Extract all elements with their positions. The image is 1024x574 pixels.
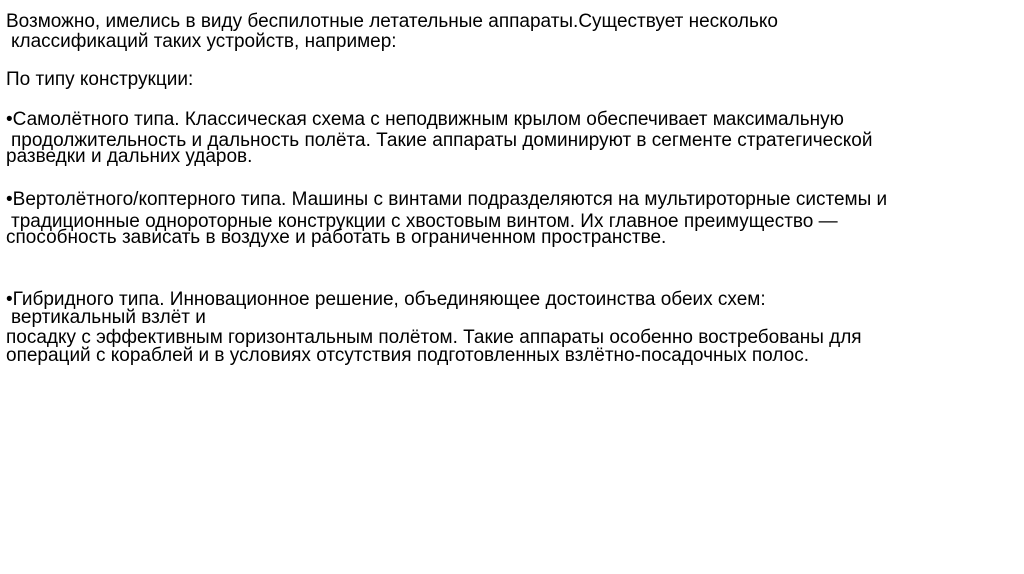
item-2-line-3: способность зависать в воздухе и работать в ограниченном пространстве. [6,227,667,248]
item-3-line-2: вертикальный взлёт и [11,307,206,328]
item-2-line-1: •Вертолётного/коптерного типа. Машины с винтами подразделяются на мультироторные системы и [6,189,888,210]
intro-line-1: Возможно, имелись в виду беспилотные летательные аппараты.Существует несколько [6,11,778,32]
item-3-line-3: посадку с эффективным горизонтальным полётом. Такие аппараты особенно востребованы для [6,327,862,348]
item-1-line-2: продолжительность и дальность полёта. Такие аппараты доминируют в сегменте стратегической [11,130,873,151]
item-1-line-3: разведки и дальних ударов. [6,146,253,167]
item-3-line-1: •Гибридного типа. Инновационное решение, объединяющее достоинства обеих схем: [6,289,766,310]
section-heading: По типу конструкции: [6,69,194,90]
item-1-line-1: •Самолётного типа. Классическая схема с неподвижным крылом обеспечивает максимальную [6,109,844,130]
item-2-line-2: традиционные однороторные конструкции с хвостовым винтом. Их главное преимущество — [11,211,838,232]
item-3-line-4: операций с кораблей и в условиях отсутствия подготовленных взлётно-посадочных полос. [6,345,809,366]
intro-line-2: классификаций таких устройств, например: [11,31,397,52]
